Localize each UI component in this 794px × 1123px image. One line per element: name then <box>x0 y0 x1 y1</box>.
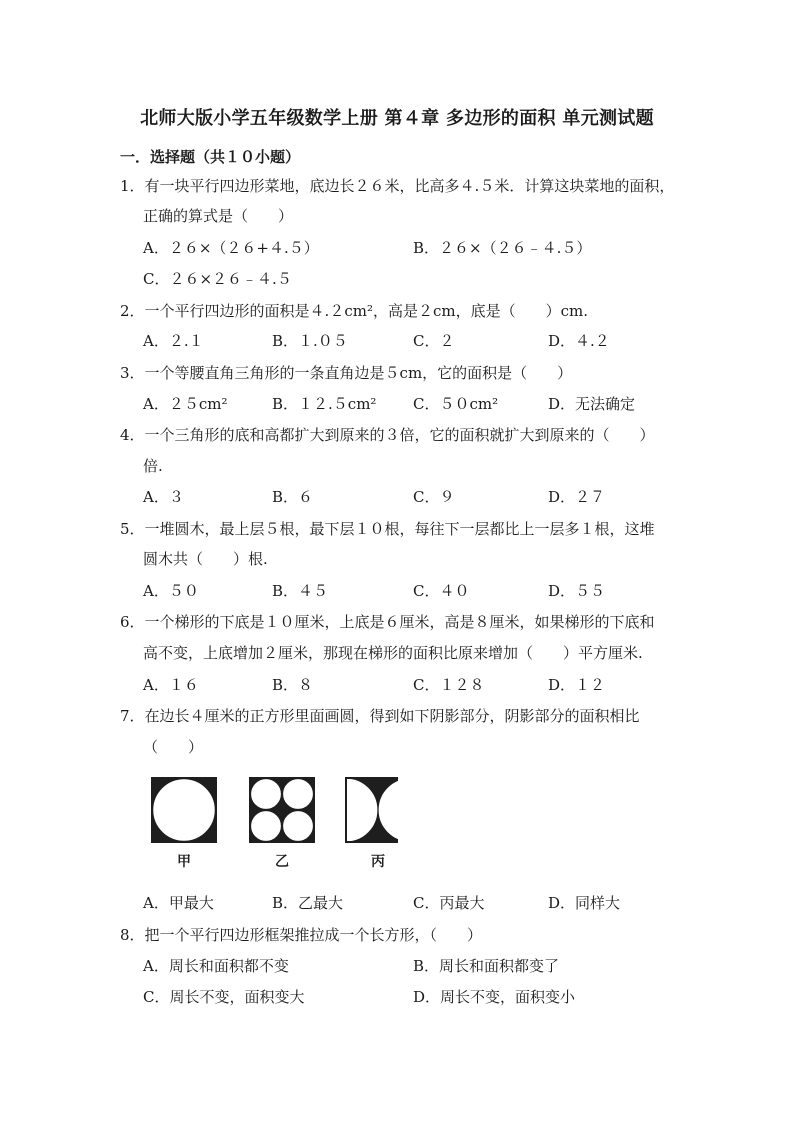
question-2-stem-line-1: 2．一个平行四边形的面积是４.２cm²，高是２cm，底是（ ）cm. <box>120 302 588 320</box>
question-5-stem-line-2: 圆木共（ ）根. <box>143 550 268 568</box>
question-8-stem-line-1: 8．把一个平行四边形框架推拉成一个长方形，（ ） <box>120 926 483 944</box>
question-4-option-b[interactable]: B．６ <box>272 488 314 506</box>
question-4-stem-line-1: 4．一个三角形的底和高都扩大到原来的３倍，它的面积就扩大到原来的（ ） <box>120 426 655 444</box>
section-heading: 一．选择题（共１０小题） <box>120 148 301 166</box>
question-1-stem-line-2: 正确的算式是（ ） <box>143 207 294 225</box>
question-2-option-a[interactable]: A．２.１ <box>143 332 204 350</box>
shaded-squares-figure <box>148 776 398 874</box>
question-6-stem-line-1: 6．一个梯形的下底是１０厘米，上底是６厘米，高是８厘米，如果梯形的下底和 <box>120 613 655 631</box>
question-3-option-a[interactable]: A．２５cm² <box>143 395 228 413</box>
question-2-option-c[interactable]: C．２ <box>413 332 455 350</box>
question-4-option-d[interactable]: D．２７ <box>548 488 606 506</box>
question-6-option-c[interactable]: C．１２８ <box>413 676 485 694</box>
question-6-option-b[interactable]: B．８ <box>272 676 314 694</box>
figure-bing <box>346 778 398 842</box>
question-1-option-b[interactable]: B．２６×（２６﹣４.５） <box>413 239 592 257</box>
question-5-stem-line-1: 5．一堆圆木，最上层５根，最下层１０根，每往下一层都比上一层多１根，这堆 <box>120 520 655 538</box>
question-7-stem-line-1: 7．在边长４厘米的正方形里面画圆，得到如下阴影部分，阴影部分的面积相比 <box>120 707 640 725</box>
question-1-option-a[interactable]: A．２６×（２６+４.５） <box>143 239 319 257</box>
question-3-option-d[interactable]: D．无法确定 <box>548 395 636 413</box>
figure-label-jia: 甲 <box>177 854 191 870</box>
question-6-stem-line-2: 高不变，上底增加２厘米，那现在梯形的面积比原来增加（ ）平方厘米. <box>143 644 643 662</box>
question-1-stem-line-1: 1．有一块平行四边形菜地，底边长２６米，比高多４.５米．计算这块菜地的面积， <box>120 177 675 195</box>
question-8-option-b[interactable]: B．周长和面积都变了 <box>413 957 560 975</box>
question-2-option-b[interactable]: B．１.０５ <box>272 332 348 350</box>
question-6-option-d[interactable]: D．１２ <box>548 676 606 694</box>
question-5-option-b[interactable]: B．４５ <box>272 582 329 600</box>
question-8-option-a[interactable]: A．周长和面积都不变 <box>143 957 289 975</box>
question-6-option-a[interactable]: A．１６ <box>143 676 199 694</box>
question-4-stem-line-2: 倍. <box>143 457 163 475</box>
question-4-option-a[interactable]: A．３ <box>143 488 184 506</box>
document-title: 北师大版小学五年级数学上册 第４章 多边形的面积 单元测试题 <box>140 108 654 129</box>
question-7-stem-line-2: （ ） <box>143 738 204 756</box>
question-5-option-a[interactable]: A．５０ <box>143 582 199 600</box>
question-8-option-c[interactable]: C．周长不变，面积变大 <box>143 988 305 1006</box>
question-7-option-a[interactable]: A．甲最大 <box>143 894 214 912</box>
question-1-option-c[interactable]: C．２６×２６﹣４.５ <box>143 270 292 288</box>
question-7-option-b[interactable]: B．乙最大 <box>272 894 344 912</box>
question-3-stem-line-1: 3．一个等腰直角三角形的一条直角边是５cm，它的面积是（ ） <box>120 364 573 382</box>
question-7-option-c[interactable]: C．丙最大 <box>413 894 485 912</box>
question-5-option-d[interactable]: D．５５ <box>548 582 606 600</box>
figure-yi <box>250 778 314 842</box>
question-2-option-d[interactable]: D．４.２ <box>548 332 610 350</box>
question-3-option-b[interactable]: B．１２.５cm² <box>272 395 377 413</box>
figure-jia <box>152 778 216 842</box>
question-8-option-d[interactable]: D．周长不变，面积变小 <box>413 988 576 1006</box>
question-7-option-d[interactable]: D．同样大 <box>548 894 621 912</box>
figure-label-bing: 丙 <box>371 854 385 870</box>
question-5-option-c[interactable]: C．４０ <box>413 582 470 600</box>
question-4-option-c[interactable]: C．９ <box>413 488 455 506</box>
question-3-option-c[interactable]: C．５０cm² <box>413 395 499 413</box>
figure-label-yi: 乙 <box>275 854 289 870</box>
